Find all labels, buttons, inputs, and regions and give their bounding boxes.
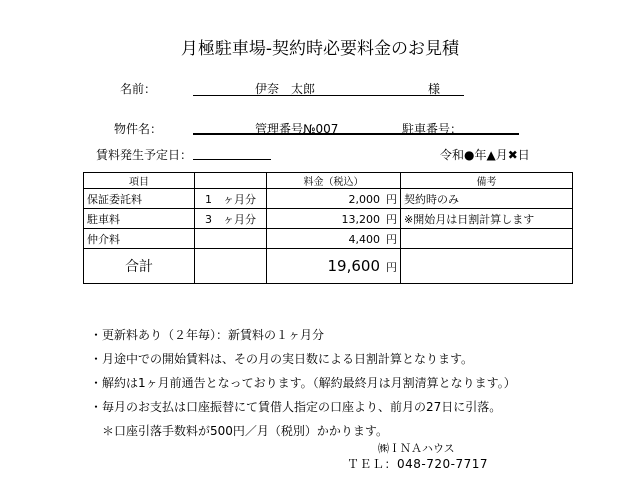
note-item: ＊口座引落手数料が500円／月（税別）かかります。: [90, 424, 388, 438]
note-item: ・更新料あり（２年毎）：新賃料の１ヶ月分: [90, 328, 325, 342]
company-tel: ＴＥＬ：048-720-7717: [347, 457, 489, 471]
row-amount-value: 13,200: [341, 212, 380, 226]
row-amount-value: 2,000: [348, 192, 380, 206]
row-amount: [267, 229, 401, 249]
name-label: 名前：: [120, 82, 157, 96]
note-item: ・毎月のお支払は口座振替にて賃借人指定の口座より、前月の27日に引落。: [90, 400, 502, 414]
start-date-underline: [193, 159, 271, 160]
table-row: [84, 229, 573, 249]
customer-name: 伊奈 太郎: [255, 82, 316, 96]
table-row: [84, 209, 573, 229]
notes-list: [90, 323, 516, 443]
start-date-label: 賃料発生予定日：: [96, 148, 193, 162]
row-item: 保証委託料: [84, 189, 195, 209]
total-label: 合計: [84, 249, 195, 284]
row-item: 駐車料: [84, 209, 195, 229]
row-amount: [267, 189, 401, 209]
parking-number-label: 駐車番号：: [402, 122, 463, 136]
total-remarks: [401, 249, 573, 284]
note-item: ・解約は1ヶ月前通告となっております。（解約最終月は月割清算となります。）: [90, 376, 516, 390]
property-underline: [193, 133, 519, 135]
table-row: [84, 189, 573, 209]
table-header-row: [84, 173, 573, 189]
row-qty: 3 ヶ月分: [195, 209, 267, 229]
row-amount-value: 4,400: [348, 232, 380, 246]
company-name: ㈱ＩＮＡハウス: [378, 442, 455, 455]
start-date-value: 令和●年▲月✖日: [440, 148, 530, 162]
total-amount-value: 19,600: [327, 257, 380, 275]
header-qty: [195, 173, 267, 189]
total-amount: [267, 249, 401, 284]
total-amount-unit: 円: [386, 261, 397, 274]
property-label: 物件名：: [114, 122, 163, 136]
note-item: ・月途中での開始賃料は、その月の実日数による日割計算となります。: [90, 352, 474, 366]
header-remarks: 備考: [401, 173, 573, 189]
name-underline: [193, 95, 464, 96]
row-amount-unit: 円: [386, 192, 397, 206]
property-value: 管理番号№007: [255, 122, 339, 136]
row-remarks: ※開始月は日割計算します: [401, 209, 573, 229]
honorific: 様: [428, 82, 441, 96]
total-qty: [195, 249, 267, 284]
document-title: 月極駐車場-契約時必要料金のお見積: [180, 39, 460, 59]
row-amount-unit: 円: [386, 212, 397, 226]
row-qty: [195, 229, 267, 249]
row-remarks: 契約時のみ: [401, 189, 573, 209]
row-item: 仲介料: [84, 229, 195, 249]
row-amount-unit: 円: [386, 232, 397, 246]
header-item: 項目: [84, 173, 195, 189]
row-remarks: [401, 229, 573, 249]
row-qty: 1 ヶ月分: [195, 189, 267, 209]
estimate-table: [83, 172, 573, 284]
header-amount: 料金（税込）: [267, 173, 401, 189]
row-amount: [267, 209, 401, 229]
total-row: [84, 249, 573, 284]
